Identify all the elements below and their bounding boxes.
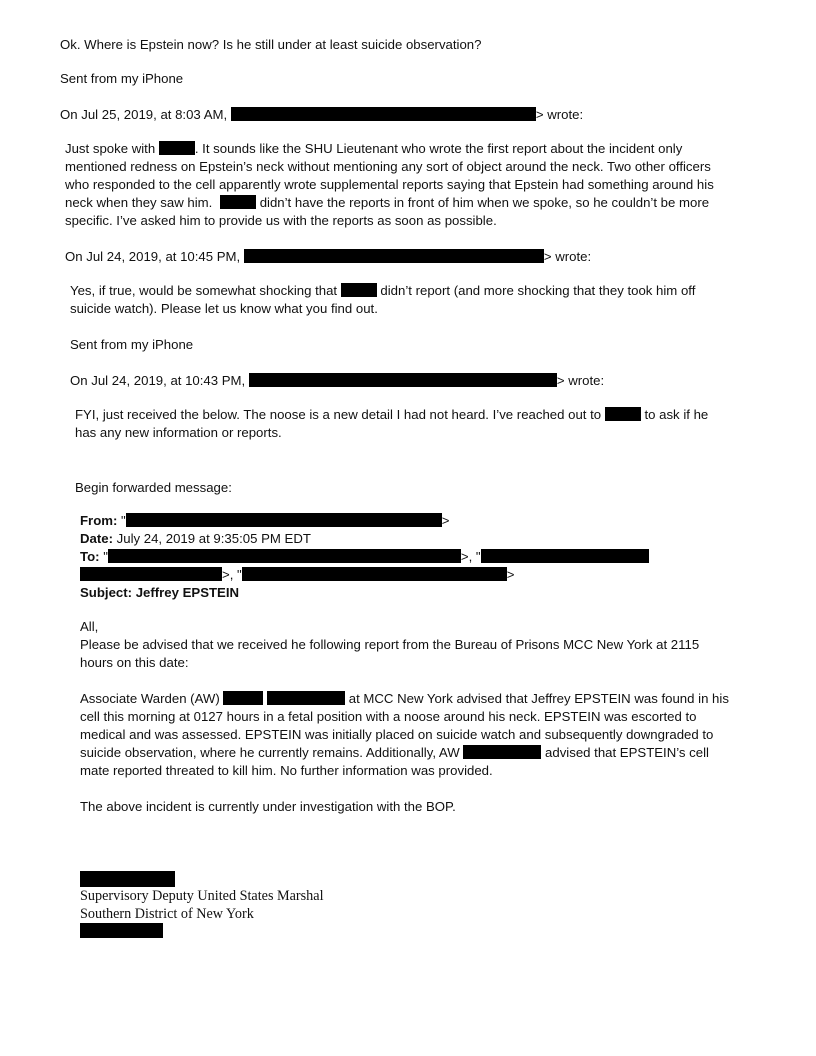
text-fragment: >, " [222, 567, 242, 582]
quote-header [60, 106, 583, 124]
text-fragment: Just spoke with [65, 141, 156, 156]
text-line [75, 406, 708, 424]
email-body-2 [70, 282, 695, 318]
text-fragment: > [441, 513, 450, 528]
forwarded-paragraph-2 [80, 690, 729, 780]
sent-from-iphone: Sent from my iPhone [70, 337, 194, 352]
email-body-3 [75, 406, 708, 442]
forwarded-paragraph-1 [80, 636, 699, 672]
text-fragment: >, " [460, 549, 481, 564]
text-fragment: advised that EPSTEIN’s cell [545, 745, 709, 760]
text-fragment: neck when they saw him. [65, 195, 213, 210]
forwarded-from [80, 512, 449, 530]
text-line: suicide watch). Please let us know what you find out. [70, 301, 378, 316]
redaction [605, 407, 641, 421]
text-line [80, 690, 729, 708]
quote-header [65, 248, 591, 266]
forwarded-date [80, 530, 311, 548]
redaction [244, 249, 544, 263]
forwarded-to [80, 548, 649, 566]
text-line: who responded to the cell apparently wrote supplemental reports saying that Epstein had something around his [65, 177, 714, 192]
from-label: From: [80, 513, 118, 528]
text-fragment: " [99, 549, 108, 564]
redaction [159, 141, 195, 155]
greeting: All, [80, 619, 99, 634]
text-line: specific. I’ve asked him to provide us with the reports as soon as possible. [65, 213, 497, 228]
text-line [80, 744, 729, 762]
text-line [65, 140, 714, 158]
text-line: hours on this date: [80, 655, 189, 670]
subject-value: Jeffrey EPSTEIN [132, 585, 240, 600]
quote-header-prefix: On Jul 25, 2019, at 8:03 AM, [60, 107, 228, 122]
message-question: Ok. Where is Epstein now? Is he still under at least suicide observation? [60, 37, 482, 52]
to-label: To: [80, 549, 100, 564]
quote-header-suffix: > wrote: [543, 249, 592, 264]
quote-header-suffix: > wrote: [556, 373, 605, 388]
redaction [249, 373, 557, 387]
text-fragment: didn’t report (and more shocking that they took him off [380, 283, 696, 298]
sent-from-iphone: Sent from my iPhone [60, 71, 184, 86]
signature-title: Supervisory Deputy United States Marshal [80, 888, 324, 904]
quote-header-prefix: On Jul 24, 2019, at 10:45 PM, [65, 249, 241, 264]
forwarded-subject [80, 584, 239, 602]
text-line [65, 194, 714, 212]
redaction [231, 107, 536, 121]
redaction [220, 195, 256, 209]
redaction [108, 549, 461, 563]
redaction [481, 549, 649, 563]
forwarded-paragraph-3: The above incident is currently under investigation with the BOP. [80, 799, 456, 814]
redaction [463, 745, 541, 759]
text-fragment: at MCC New York advised that Jeffrey EPSTEIN was found in his [348, 691, 729, 706]
text-fragment: Yes, if true, would be somewhat shocking that [70, 283, 338, 298]
text-fragment: FYI, just received the below. The noose is a new detail I had not heard. I’ve reached out to [75, 407, 602, 422]
text-fragment: Associate Warden (AW) [80, 691, 220, 706]
redaction-signature-name [80, 871, 175, 887]
redaction [126, 513, 442, 527]
text-fragment: suicide observation, where he currently remains. Additionally, AW [80, 745, 460, 760]
begin-forwarded-message: Begin forwarded message: [75, 480, 232, 495]
forwarded-to-continued [80, 566, 514, 584]
text-fragment: " [117, 513, 126, 528]
text-fragment: didn’t have the reports in front of him when we spoke, so he couldn’t be more [259, 195, 710, 210]
signature-office: Southern District of New York [80, 906, 254, 922]
text-line: medical and was assessed. EPSTEIN was initially placed on suicide watch and subsequently downgraded to [80, 727, 714, 742]
text-fragment: . It sounds like the SHU Lieutenant who wrote the first report about the incident only [194, 141, 683, 156]
redaction [80, 567, 222, 581]
text-line: has any new information or reports. [75, 425, 282, 440]
date-value: July 24, 2019 at 9:35:05 PM EDT [112, 531, 311, 546]
date-label: Date: [80, 531, 113, 546]
text-line: Please be advised that we received he following report from the Bureau of Prisons MCC New York at 2115 [80, 637, 700, 652]
quote-header-prefix: On Jul 24, 2019, at 10:43 PM, [70, 373, 246, 388]
quote-header-suffix: > wrote: [535, 107, 584, 122]
text-fragment: > [506, 567, 515, 582]
redaction [242, 567, 507, 581]
redaction [223, 691, 263, 705]
subject-label: Subject: [80, 585, 133, 600]
text-line [70, 282, 695, 300]
text-fragment: to ask if he [644, 407, 709, 422]
text-line: cell this morning at 0127 hours in a fetal position with a noose around his neck. EPSTEIN was escorted to [80, 709, 697, 724]
quote-header [70, 372, 604, 390]
redaction-signature-contact [80, 923, 163, 938]
redaction [341, 283, 377, 297]
email-body-1 [65, 140, 714, 230]
redaction [267, 691, 345, 705]
text-line: mate reported threated to kill him. No further information was provided. [80, 763, 493, 778]
text-line: mentioned redness on Epstein’s neck without mentioning any sort of object around the neck. Two other officers [65, 159, 711, 174]
